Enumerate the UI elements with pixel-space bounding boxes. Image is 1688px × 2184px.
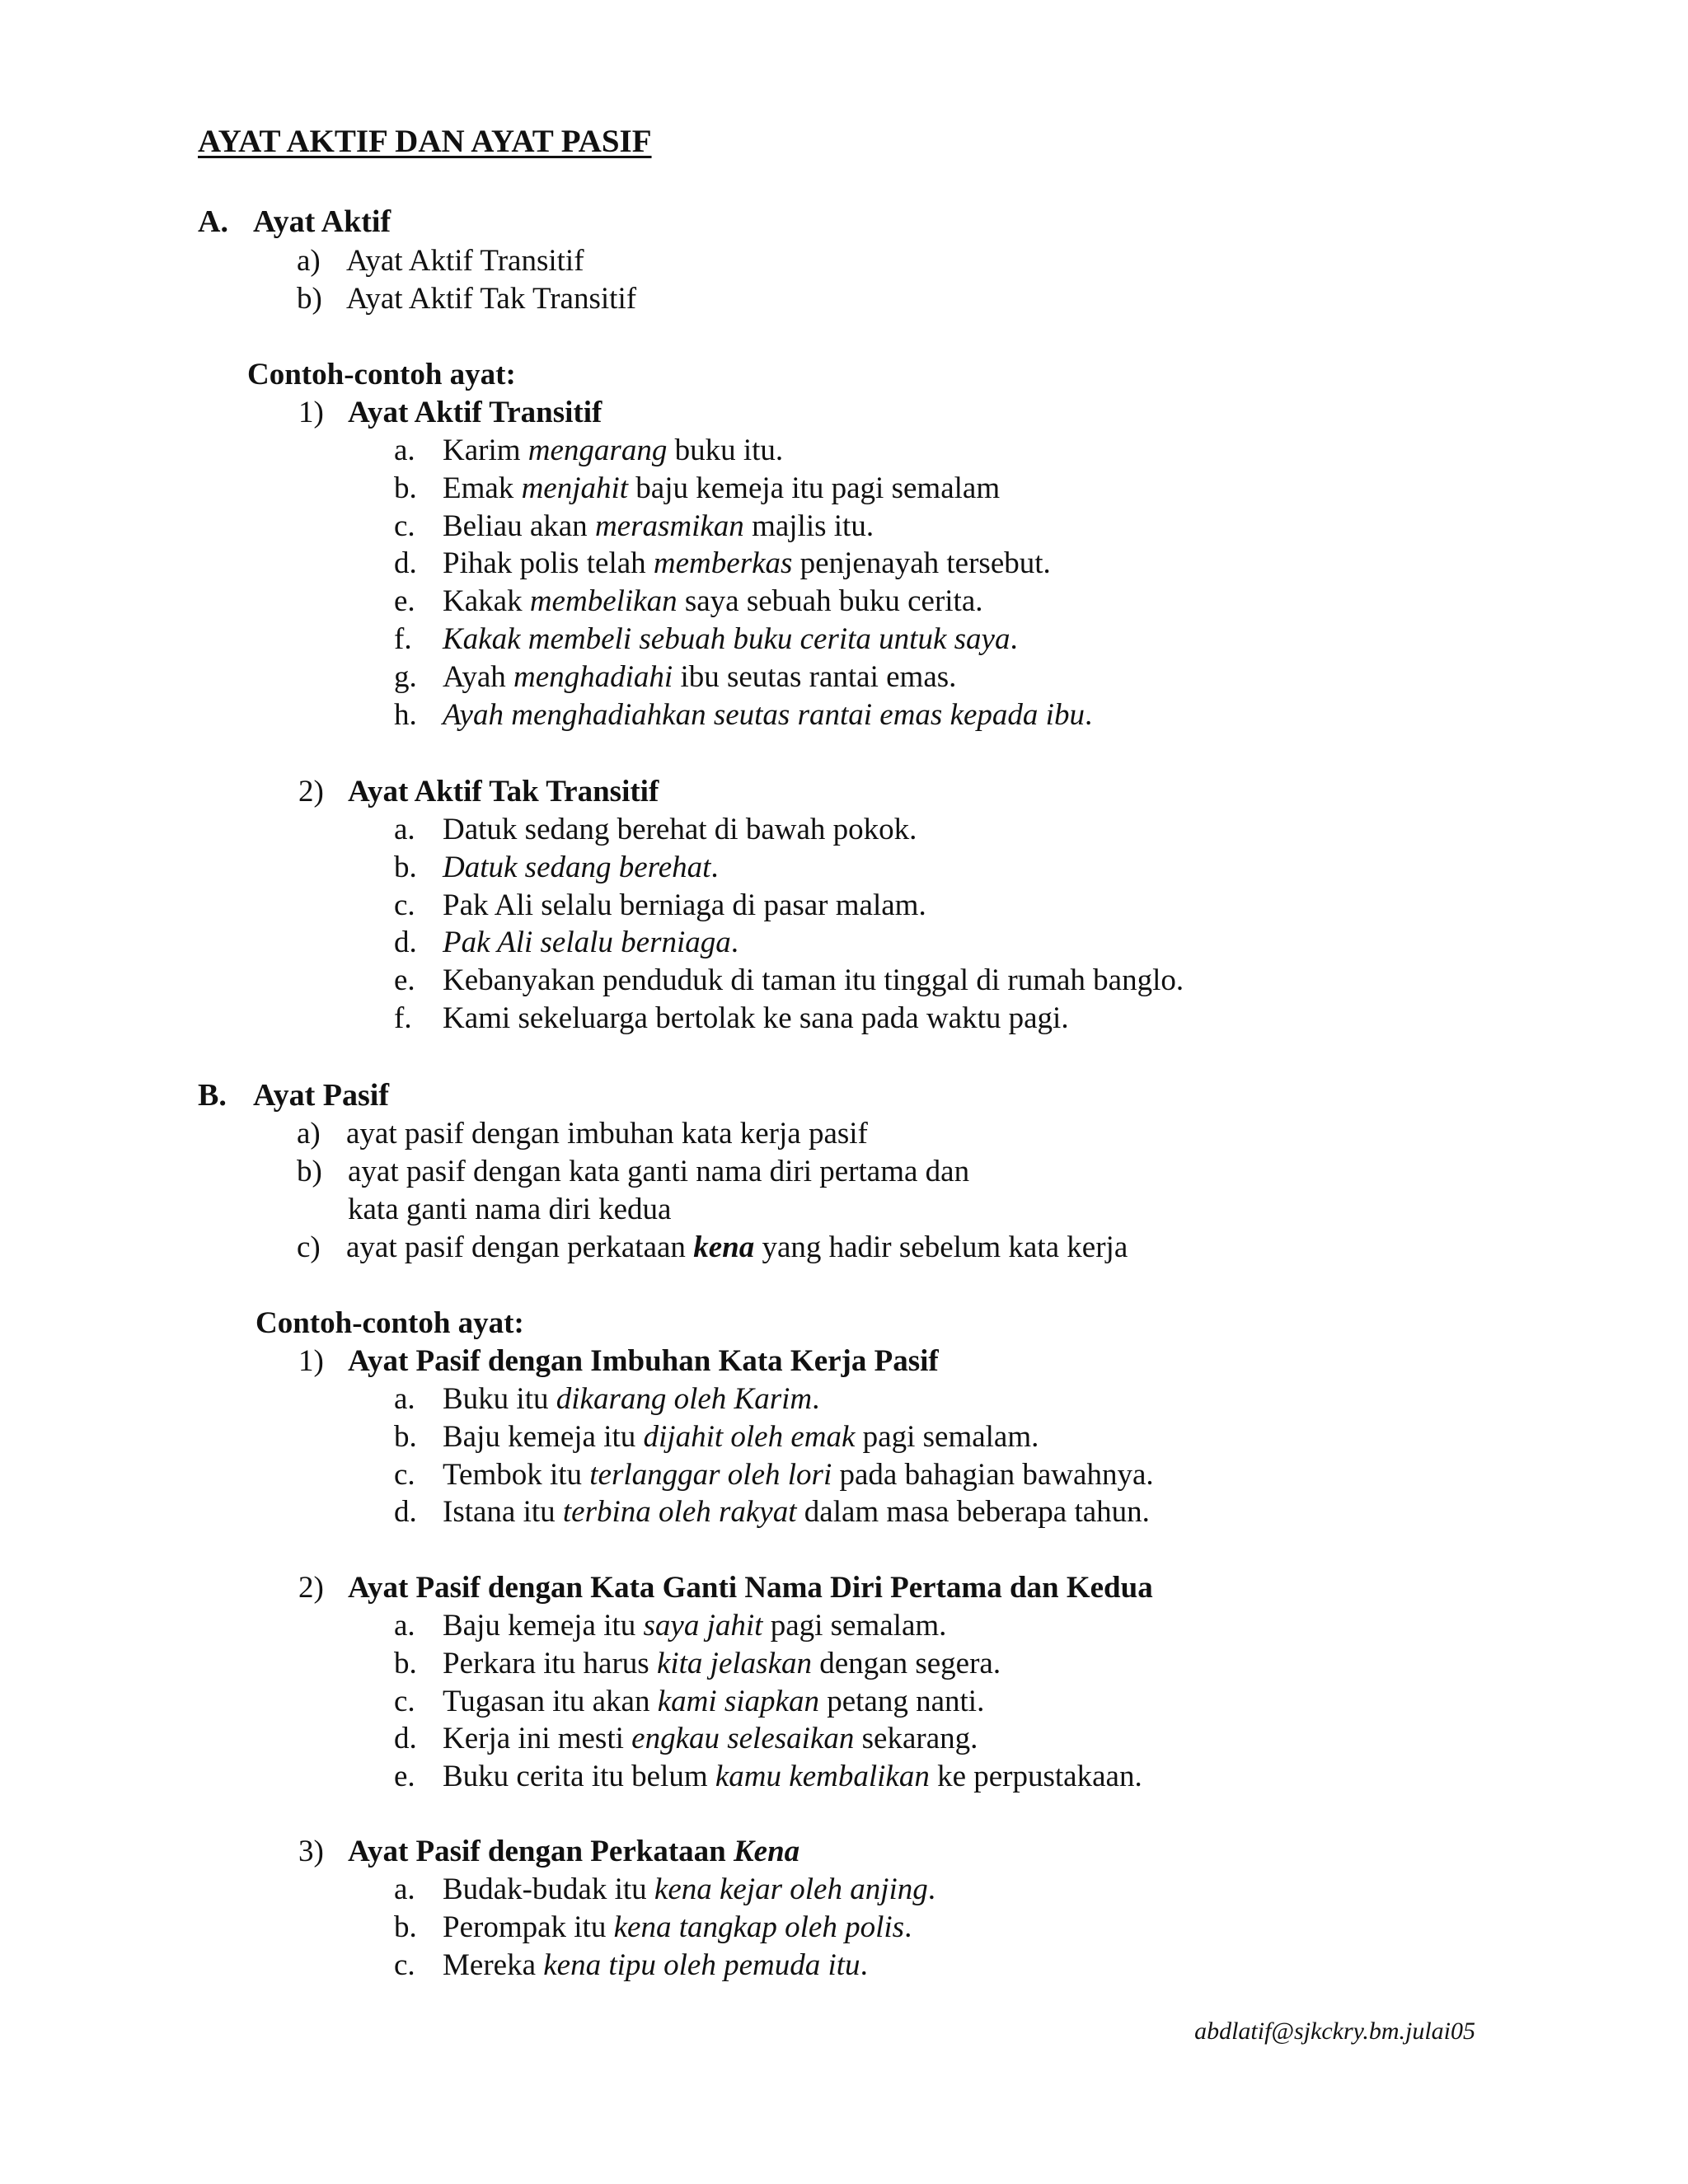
section-a-type-text: Ayat Aktif Transitif [346,244,584,278]
sentence-text: baju kemeja itu pagi semalam [628,471,1001,505]
section-a-contoh-heading: Contoh-contoh ayat: [247,358,516,391]
example-label: g. [394,659,417,694]
example-sentence [443,1384,819,1414]
type-text-post: yang hadir sebelum kata kerja [754,1230,1128,1264]
document-title: AYAT AKTIF DAN AYAT PASIF [198,124,652,159]
example-sentence [443,473,1000,504]
group-title: Ayat Aktif Tak Transitif [348,775,659,808]
group-title [348,1836,799,1867]
sentence-italic: terlanggar oleh lori [589,1457,832,1492]
example-label: d. [394,546,417,581]
section-b-contoh-heading: Contoh-contoh ayat: [256,1306,524,1340]
section-b-type-text: ayat pasif dengan imbuhan kata kerja pasif [346,1117,868,1151]
sentence-text: Kami sekeluarga bertolak ke sana pada waktu pagi. [443,1001,1069,1035]
sentence-text: Pak Ali selalu berniaga di pasar malam. [443,888,926,922]
sentence-text: sekarang. [854,1722,978,1756]
sentence-text: . [860,1947,868,1982]
sentence-italic: merasmikan [594,509,744,543]
example-label: b. [394,1419,417,1454]
example-sentence [443,814,917,845]
example-sentence [443,435,783,466]
sentence-text: . [710,850,719,884]
example-label: e. [394,1760,415,1794]
section-b-type-label: c) [297,1230,321,1264]
example-label: a. [394,1872,415,1906]
sentence-text: Karim [443,434,528,467]
example-sentence [443,1648,1001,1679]
example-label: e. [394,584,415,619]
sentence-text: . [1010,622,1018,656]
sentence-text: Perkara itu harus [443,1646,657,1680]
sentence-text: pagi semalam. [762,1609,947,1643]
section-b-type-text: ayat pasif dengan kata ganti nama diri pertama dan [348,1155,970,1188]
sentence-text: dalam masa beberapa tahun. [796,1495,1150,1530]
sentence-text: Emak [443,471,522,505]
sentence-text: Perompak itu [443,1910,614,1944]
example-label: a. [394,813,415,846]
example-label: b. [394,471,417,505]
sentence-text: Buku cerita itu belum [443,1760,715,1794]
sentence-text: pagi semalam. [855,1419,1039,1454]
sentence-text: . [812,1382,820,1416]
section-b-heading [198,1080,389,1111]
section-b-type-text [346,1232,1128,1263]
example-sentence [443,890,926,921]
sentence-text: Tugasan itu akan [443,1684,658,1718]
sentence-italic: kena tangkap oleh polis [613,1910,905,1944]
example-label: b. [394,1646,417,1680]
group-title: Ayat Aktif Transitif [348,396,603,429]
example-sentence [443,1723,978,1754]
sentence-italic: membelikan [529,584,678,619]
section-a-letter: A. [198,204,228,239]
example-sentence [443,659,957,694]
sentence-italic: saya jahit [643,1609,763,1643]
example-label: b. [394,850,417,884]
kena-word: kena [693,1230,755,1264]
example-label: h. [394,697,417,732]
sentence-text: Beliau akan [443,509,595,543]
sentence-italic: kena tipu oleh pemuda itu [543,1947,860,1982]
example-sentence [443,927,738,958]
example-label: c. [394,888,415,922]
example-sentence [443,1457,1154,1492]
sentence-italic: Kakak membeli sebuah buku cerita untuk saya [443,622,1010,656]
sentence-text: . [904,1910,912,1944]
example-label: a. [394,1609,415,1643]
group-number: 1) [298,396,324,429]
example-sentence [443,511,874,541]
sentence-text: Pihak polis telah [443,546,654,581]
sentence-text: Kebanyakan penduduk di taman itu tinggal di rumah banglo. [443,963,1184,998]
sentence-italic: kena kejar oleh anjing [654,1872,928,1906]
sentence-italic: mengarang [528,434,668,467]
example-sentence [443,1874,935,1905]
sentence-text: Kerja ini mesti [443,1722,632,1756]
type-text-pre: ayat pasif dengan perkataan [346,1230,694,1264]
example-label: d. [394,1495,417,1530]
sentence-italic: kamu kembalikan [715,1760,930,1794]
sentence-text: petang nanti. [818,1684,985,1718]
example-sentence [443,1495,1150,1530]
section-a-heading [198,206,391,237]
sentence-text: . [730,926,738,960]
sentence-italic: engkau selesaikan [631,1722,855,1756]
example-sentence [443,1912,912,1943]
sentence-text: dengan segera. [812,1646,1001,1680]
sentence-italic: kita jelaskan [656,1646,812,1680]
example-sentence [443,624,1018,654]
example-sentence [443,584,983,619]
sentence-text: saya sebuah buku cerita. [677,584,983,619]
section-a-type-label: a) [297,244,321,278]
sentence-text: penjenayah tersebut. [792,546,1051,581]
sentence-text: Budak-budak itu [443,1872,654,1906]
example-sentence [443,1419,1039,1454]
sentence-text: Buku itu [443,1382,556,1416]
sentence-text: . [1084,697,1093,732]
sentence-text: . [927,1872,936,1906]
sentence-text: buku itu. [667,434,784,467]
group-number: 1) [298,1344,324,1378]
kena-word: Kena [733,1835,800,1868]
example-label: c. [394,1457,415,1492]
sentence-italic: Pak Ali selalu berniaga [443,926,731,960]
sentence-text: majlis itu. [743,509,874,543]
group-number: 2) [298,1571,324,1605]
example-label: d. [394,926,417,960]
sentence-italic: terbina oleh rakyat [562,1495,797,1530]
group-number: 3) [298,1835,324,1868]
sentence-italic: dikarang oleh Karim [556,1382,813,1416]
section-b-type-label: b) [297,1155,322,1188]
sentence-text: Tembok itu [443,1457,590,1492]
example-label: c. [394,1947,415,1982]
example-sentence [443,1003,1069,1033]
sentence-text: ibu seutas rantai emas. [673,659,957,694]
example-sentence [443,1761,1142,1792]
example-sentence [443,697,1093,732]
example-sentence [443,965,1184,996]
example-label: c. [394,1684,415,1718]
group-title: Ayat Pasif dengan Imbuhan Kata Kerja Pasif [348,1344,939,1378]
example-sentence [443,548,1051,579]
example-label: c. [394,509,415,543]
sentence-text: Datuk sedang berehat di bawah pokok. [443,813,917,846]
sentence-text: Kakak [443,584,530,619]
example-sentence [443,1686,984,1717]
sentence-text: Ayah [443,659,513,694]
sentence-text: Baju kemeja itu [443,1609,644,1643]
example-label: a. [394,1382,415,1416]
example-label: b. [394,1910,417,1944]
sentence-italic: kami siapkan [657,1684,819,1718]
sentence-italic: memberkas [653,546,793,581]
sentence-text: Mereka [443,1947,544,1982]
section-a-type-text: Ayat Aktif Tak Transitif [346,282,637,316]
sentence-text: ke perpustakaan. [929,1760,1142,1794]
footer-signature: abdlatif@sjkckry.bm.julai05 [1194,2018,1475,2045]
group-number: 2) [298,775,324,808]
example-label: e. [394,963,415,998]
example-sentence [443,1610,946,1641]
sentence-text: Baju kemeja itu [443,1419,644,1454]
sentence-italic: dijahit oleh emak [643,1419,856,1454]
example-label: d. [394,1722,417,1756]
section-a-type-label: b) [297,282,322,316]
group-title: Ayat Pasif dengan Kata Ganti Nama Diri Pertama dan Kedua [348,1571,1153,1605]
section-b-type-text: kata ganti nama diri kedua [348,1193,672,1226]
example-sentence [443,852,719,883]
sentence-italic: Ayah menghadiahkan seutas rantai emas kepada ibu [443,697,1085,732]
example-sentence [443,1947,868,1982]
example-label: f. [394,622,412,656]
sentence-italic: menjahit [521,471,629,505]
example-label: f. [394,1001,412,1035]
sentence-italic: Datuk sedang berehat [443,850,711,884]
section-b-letter: B. [198,1078,227,1113]
sentence-italic: menghadiahi [513,659,673,694]
section-a-title: Ayat Aktif [253,204,392,239]
sentence-text: Istana itu [443,1495,563,1530]
section-b-type-label: a) [297,1117,321,1151]
group-title-text: Ayat Pasif dengan Perkataan [348,1835,734,1868]
example-label: a. [394,434,415,467]
section-b-title: Ayat Pasif [253,1078,389,1113]
sentence-text: pada bahagian bawahnya. [832,1457,1154,1492]
